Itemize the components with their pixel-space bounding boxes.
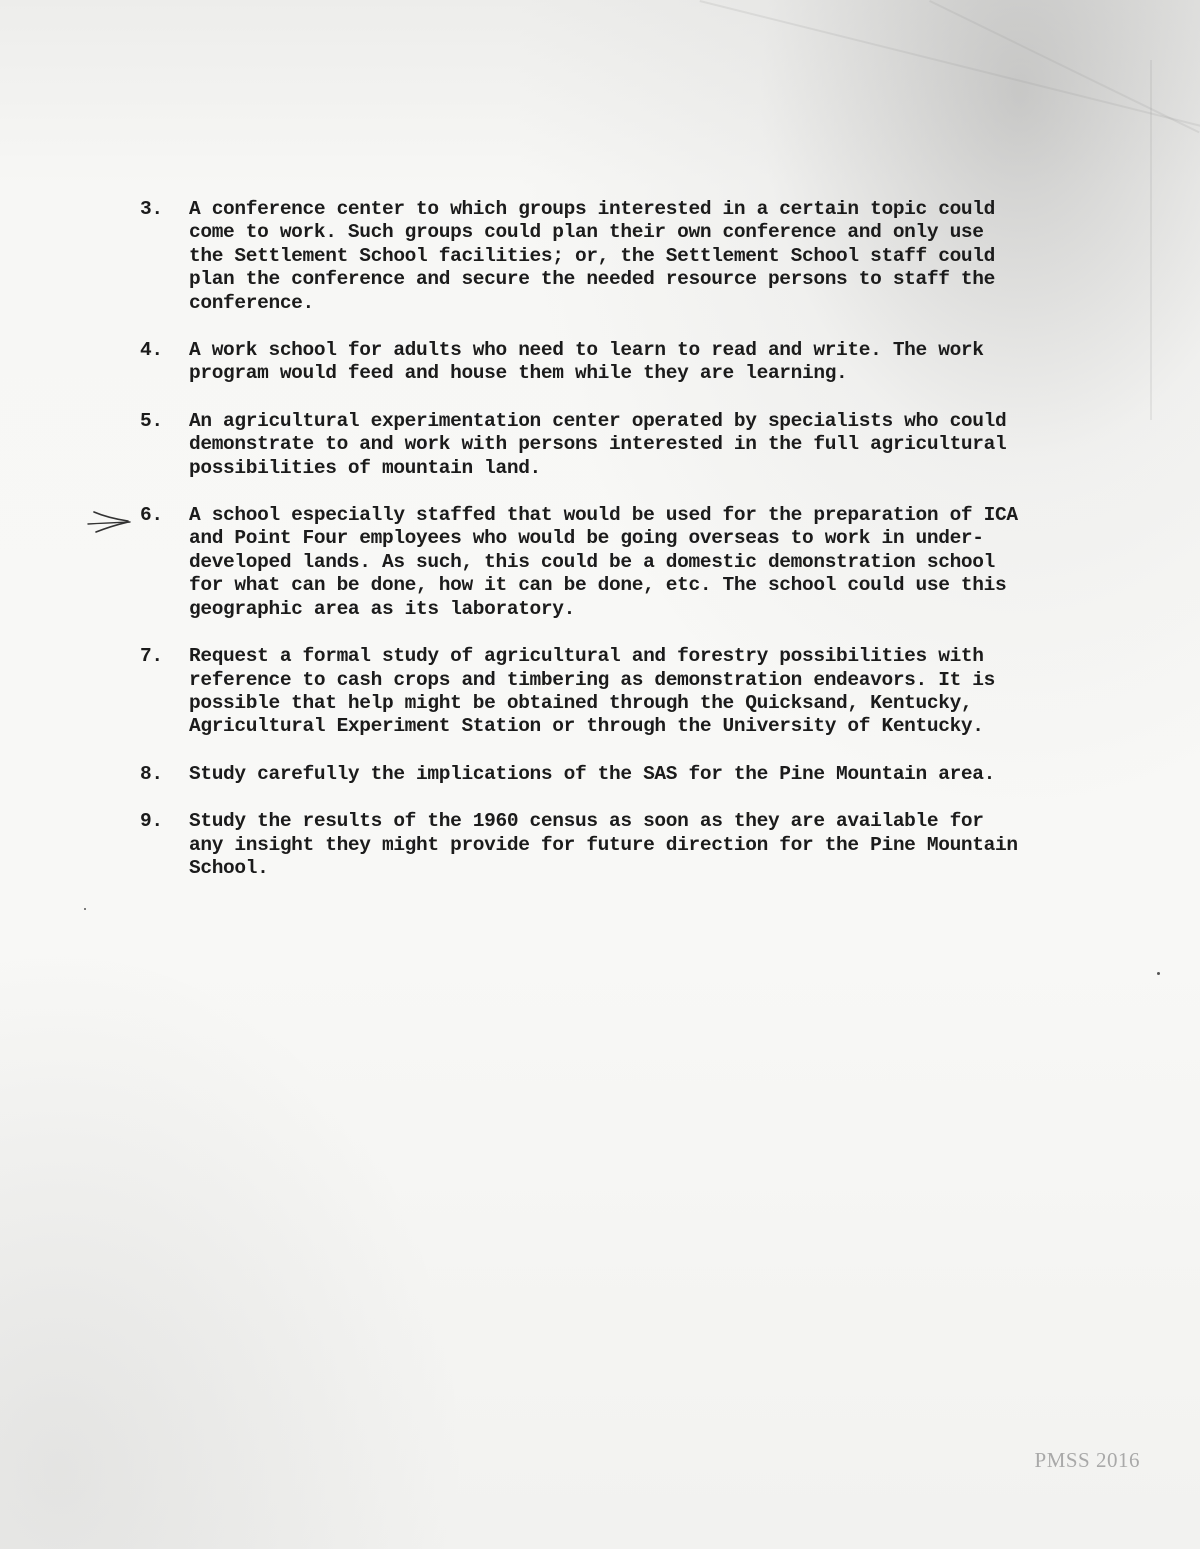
item-number: 7. (140, 645, 163, 668)
list-item (140, 810, 1070, 880)
paper-crease (700, 0, 1200, 128)
list-item (140, 645, 1070, 739)
item-text: A work school for adults who need to learn to read and write. The work program would feed and house them while they are learning. (189, 339, 984, 385)
archive-watermark: PMSS 2016 (1034, 1448, 1140, 1472)
item-text: Request a formal study of agricultural and forestry possibilities with reference to cash crops and timbering as demonstration endeavors. It is possible that help might be obtained through the Quicksand, Kentucky, Agricultural Experiment Station or through the University of Kentucky. (189, 645, 995, 738)
item-text: A school especially staffed that would be used for the preparation of ICA and Point Four employees who would be going overseas to work in under- developed lands. As such, this could be a domestic demonstration school for what can be done, how it can be done, etc. The school could use this geographic area as its laboratory. (189, 504, 1018, 620)
list-item (140, 339, 1070, 386)
item-number: 5. (140, 409, 163, 432)
list-item (140, 410, 1070, 480)
item-number: 9. (140, 810, 163, 833)
list-item (140, 763, 1070, 786)
handwritten-arrow-icon (86, 502, 138, 540)
item-number: 6. (140, 504, 163, 527)
item-number: 4. (140, 339, 163, 362)
item-text: An agricultural experimentation center operated by specialists who could demonstrate to and work with persons interested in the full agricultural possibilities of mountain land. (189, 409, 1007, 479)
item-text: Study carefully the implications of the SAS for the Pine Mountain area. (189, 762, 995, 785)
item-number: 8. (140, 762, 163, 785)
list-item (140, 198, 1070, 315)
paper-speck (1157, 972, 1160, 975)
paper-speck (84, 908, 86, 910)
item-number: 3. (140, 198, 163, 220)
numbered-list (140, 198, 1070, 904)
list-item (140, 504, 1070, 621)
item-text: A conference center to which groups interested in a certain topic could come to work. Such groups could plan their own conference and only use the Settlement School facilities; or, the Settlement School staff could plan the conference and secure the needed resource persons to staff the conference. (189, 198, 995, 314)
item-text: Study the results of the 1960 census as soon as they are available for any insight they might provide for future direction for the Pine Mountain School. (189, 810, 1018, 879)
paper-crease (1150, 60, 1152, 420)
